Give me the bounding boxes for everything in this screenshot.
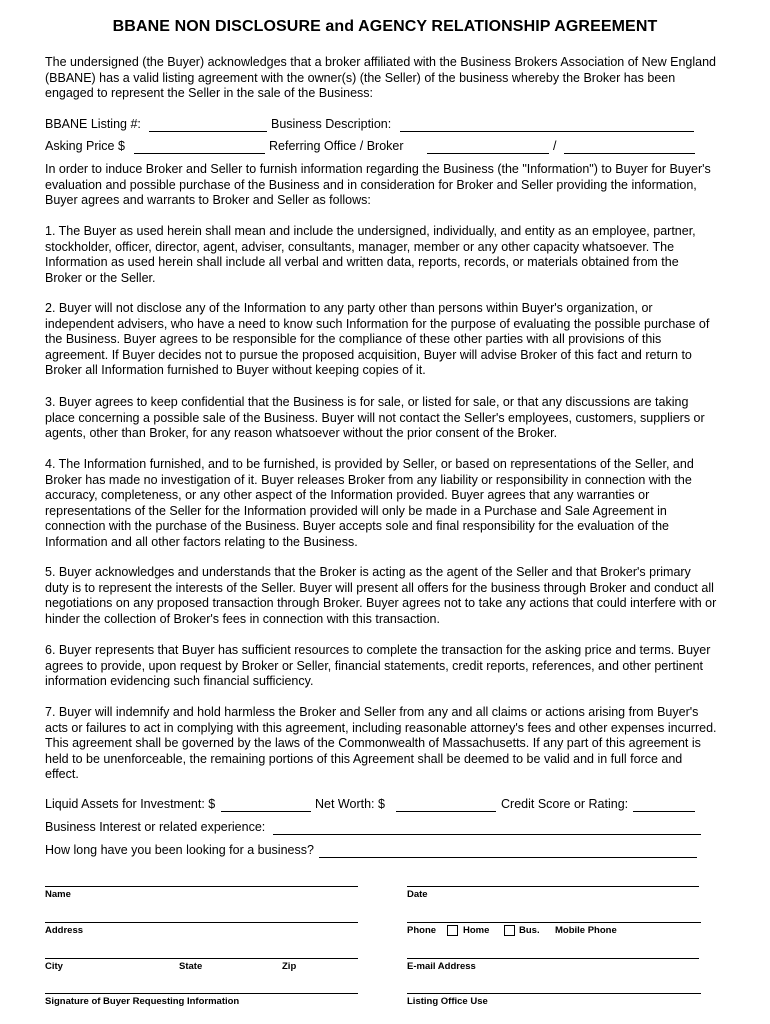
looking-label: How long have you been looking for a business?: [45, 843, 314, 857]
clause-2: 2. Buyer will not disclose any of the Information to any party other than persons within Buyer's organization, or independent advisers, who have a need to know such Information for the purpose of evaluating the possible purchase of the Business. Buyer agrees to be responsible for the compliance of these other parties with all provisions of this agreement. If Buyer decides not to pursue the proposed acquisition, Buyer will advise Broker of this fact and return to Broker all Information furnished to Buyer without keeping copies of it.: [45, 301, 710, 377]
clause-5: 5. Buyer acknowledges and understands that the Broker is acting as the agent of the Seller and that Broker's primary duty is to represent the interests of the Seller. Buyer will present all offers for the business through Broker and conduct all negotiations on any proposed transaction through Broker. Buyer agrees not to take any actions that could interfere with or hinder the collection of Broker's fees in connection with this transaction.: [45, 565, 717, 626]
city-label: City: [45, 961, 63, 972]
financial-row: [45, 797, 717, 815]
clause-1: 1. The Buyer as used herein shall mean and include the undersigned, individually, and entity as an employee, partner, stockholder, officer, director, agent, adviser, consultants, manager, member or any other capacity whatsoever. The Information as used herein shall include all verbal and written data, reports, records, or materials obtained from the Broker or the Seller.: [45, 224, 696, 285]
date-label: Date: [407, 889, 428, 900]
intro-paragraph: The undersigned (the Buyer) acknowledges that a broker affiliated with the Business Brokers Association of New England (BBANE) has a valid listing agreement with the owner(s) (the Seller) of the business whereby the Broker has been engaged to represent the Seller in the sale of the Business:: [45, 55, 716, 100]
bus-label: Bus.: [519, 925, 540, 936]
document-title: BBANE NON DISCLOSURE and AGENCY RELATIONSHIP AGREEMENT: [112, 18, 658, 35]
experience-label: Business Interest or related experience:: [45, 820, 266, 834]
description-label: Business Description:: [271, 117, 392, 131]
credit-score-field[interactable]: [633, 811, 695, 812]
experience-row: [45, 820, 717, 838]
address-label: Address: [45, 925, 84, 936]
signature-line[interactable]: [45, 993, 358, 994]
clause-3: 3. Buyer agrees to keep confidential that the Business is for sale, or listed for sale, or that any discussions are taking place concerning a possible sale of the Business. Buyer will not contact the Seller's employees, customers, suppliers or agents, other than Broker, for any reason whatsoever without the prior consent of the Broker.: [45, 395, 705, 440]
email-label: E-mail Address: [407, 961, 476, 972]
clause-7: 7. Buyer will indemnify and hold harmless the Broker and Seller from any and all claims or actions arising from Buyer's acts or failures to act in complying with this agreement, including reasonable attorney's fees and other expenses incurred. This agreement shall be governed by the laws of the Commonwealth of Massachusetts. If any part of this agreement is held to be unenforceable, the remaining portions of this Agreement shall be deemed to be valid and in full force and effect.: [45, 705, 717, 781]
listing-number-field[interactable]: [149, 131, 267, 132]
phone-label: Phone: [407, 925, 437, 936]
looking-duration-field[interactable]: [319, 857, 697, 858]
address-line[interactable]: [45, 922, 358, 923]
liquid-assets-field[interactable]: [221, 811, 311, 812]
listing-label: BBANE Listing #:: [45, 117, 141, 131]
phone-line[interactable]: [407, 922, 701, 923]
date-line[interactable]: [407, 886, 699, 887]
signature-label: Signature of Buyer Requesting Information: [45, 996, 240, 1007]
referring-office-field[interactable]: [427, 153, 549, 154]
clause-6: 6. Buyer represents that Buyer has sufficient resources to complete the transaction for the asking price and terms. Buyer agrees to provide, upon request by Broker or Seller, financial statements, credit reports, references, and other pertinent information evidencing such financial sufficiency.: [45, 643, 711, 688]
referring-broker-field[interactable]: [564, 153, 695, 154]
home-label: Home: [463, 925, 490, 936]
experience-field[interactable]: [273, 834, 701, 835]
slash-separator: /: [553, 139, 557, 153]
net-worth-field[interactable]: [396, 811, 496, 812]
name-line[interactable]: [45, 886, 358, 887]
clause-4: 4. The Information furnished, and to be furnished, is provided by Seller, or based on representations of the Seller, and Broker has made no investigation of it. Buyer releases Broker from any liability or responsibility in connection with the accuracy, completeness, or any other aspect of the Information provided. Buyer agrees that any warranties or representations of the Seller for the Information provided will only be made in a Purchase and Sale Agreement in connection with the purchase of the Business. Buyer accepts sole and final responsibility for the evaluation of the Information and all other factors relating to the Business.: [45, 457, 694, 549]
asking-price-field[interactable]: [134, 153, 265, 154]
city-state-zip-line[interactable]: [45, 958, 358, 959]
listing-office-label: Listing Office Use: [407, 996, 488, 1007]
price-row: [45, 139, 717, 157]
induce-paragraph: In order to induce Broker and Seller to furnish information regarding the Business (the "Information") to Buyer for Buyer's evaluation and possible purchase of the Business and in consideration for Broker and Seller providing the information, Buyer agrees and warrants to Broker and Seller as follows:: [45, 162, 711, 207]
credit-label: Credit Score or Rating:: [501, 797, 629, 811]
zip-label: Zip: [282, 961, 297, 972]
net-worth-label: Net Worth: $: [315, 797, 385, 811]
listing-row: [45, 117, 717, 135]
price-label: Asking Price $: [45, 139, 125, 153]
name-label: Name: [45, 889, 71, 900]
email-line[interactable]: [407, 958, 699, 959]
bus-checkbox[interactable]: [504, 925, 515, 936]
home-checkbox[interactable]: [447, 925, 458, 936]
mobile-phone-label: Mobile Phone: [555, 925, 617, 936]
referring-label: Referring Office / Broker: [269, 139, 404, 153]
liquid-assets-label: Liquid Assets for Investment: $: [45, 797, 216, 811]
looking-row: [45, 843, 717, 861]
listing-office-line[interactable]: [407, 993, 701, 994]
state-label: State: [179, 961, 203, 972]
business-description-field[interactable]: [400, 131, 694, 132]
